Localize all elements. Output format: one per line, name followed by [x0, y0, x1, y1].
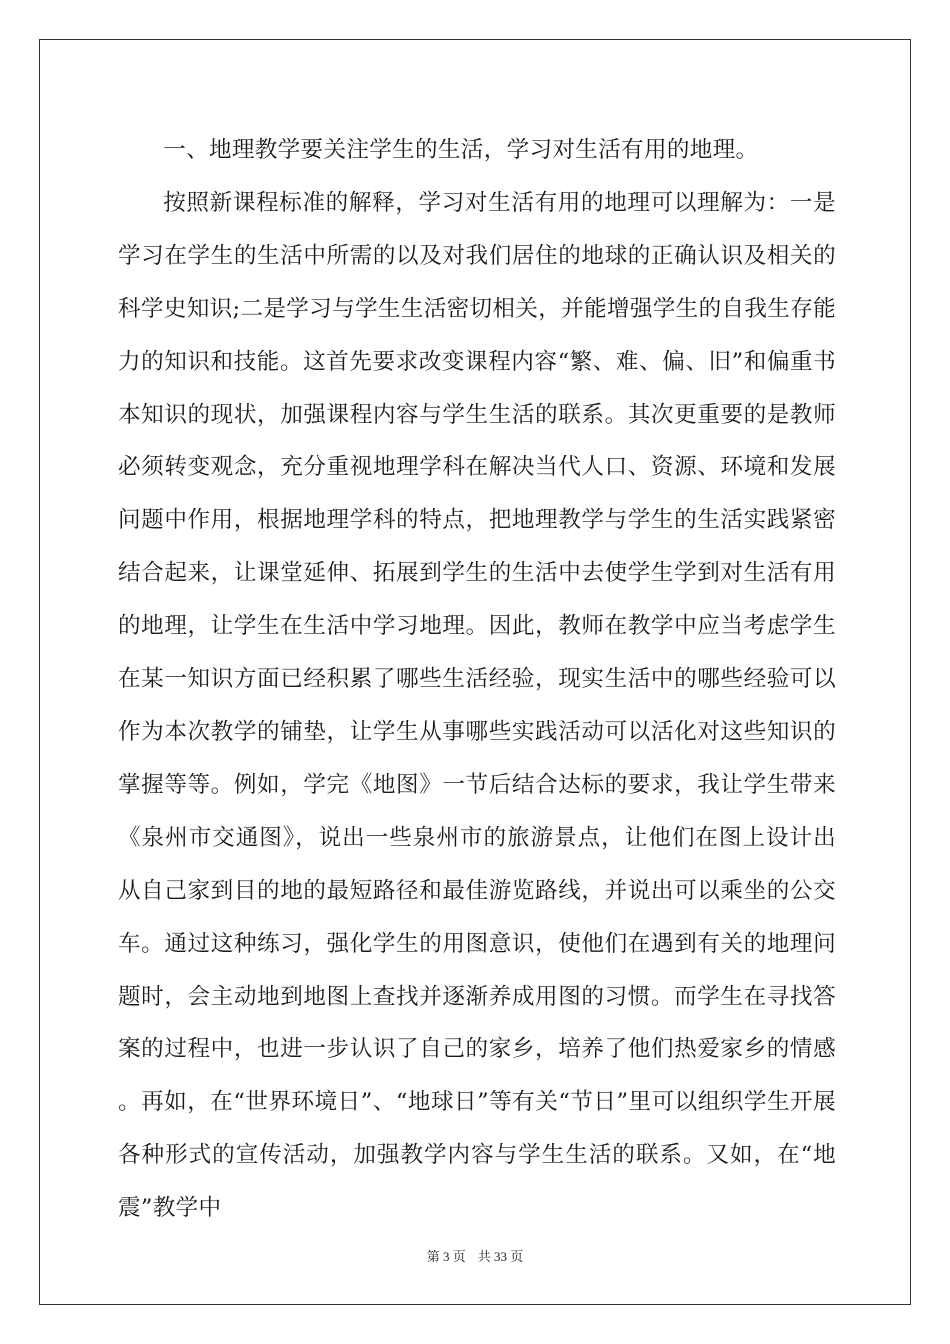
page-total: 共 33 页: [477, 1249, 524, 1264]
section-heading-paragraph: 一、地理教学要关注学生的生活，学习对生活有用的地理。: [163, 137, 759, 163]
body-paragraph: 按照新课程标准的解释，学习对生活有用的地理可以理解为：一是学习在学生的生活中所需的以及对我们居住的地球的正确认识及相关的科学史知识;二是学习与学生生活密切相关，并能增强学生的自我生存能力的知识和技能。这首先要求改变课程内容“繁、难、偏、旧”和偏重书本知识的现状，加强课程内容与学生生活的联系。其次更重要的是教师必须转变观念，充分重视地理学科在解决当代人口、资源、环境和发展问题中作用，根据地理学科的特点，把地理教学与学生的生活实践紧密结合起来，让课堂延伸、拓展到学生的生活中去使学生学到对生活有用的地理，让学生在生活中学习地理。因此，教师在教学中应当考虑学生在某一知识方面已经积累了哪些生活经验，现实生活中的哪些经验可以作为本次教学的铺垫，让学生从事哪些实践活动可以活化对这些知识的掌握等等。例如，学完《地图》一节后结合达标的要求，我让学生带来《泉州市交通图》，说出一些泉州市的旅游景点，让他们在图上设计出从自己家到目的地的最短路径和最佳游览路线，并说出可以乘坐的公交车。通过这种练习，强化学生的用图意识，使他们在遇到有关的地理问题时，会主动地到地图上查找并逐渐养成用图的习惯。而学生在寻找答案的过程中，也进一步认识了自己的家乡，培养了他们热爱家乡的情感。再如，在“世界环境日”、“地球日”等有关“节日”里可以组织学生开展各种形式的宣传活动，加强教学内容与学生生活的联系。又如，在“地震”教学中: [118, 189, 836, 1222]
page-number: 第 3 页: [426, 1249, 466, 1264]
page-footer: [0, 1246, 950, 1265]
document-body: [118, 124, 836, 1235]
